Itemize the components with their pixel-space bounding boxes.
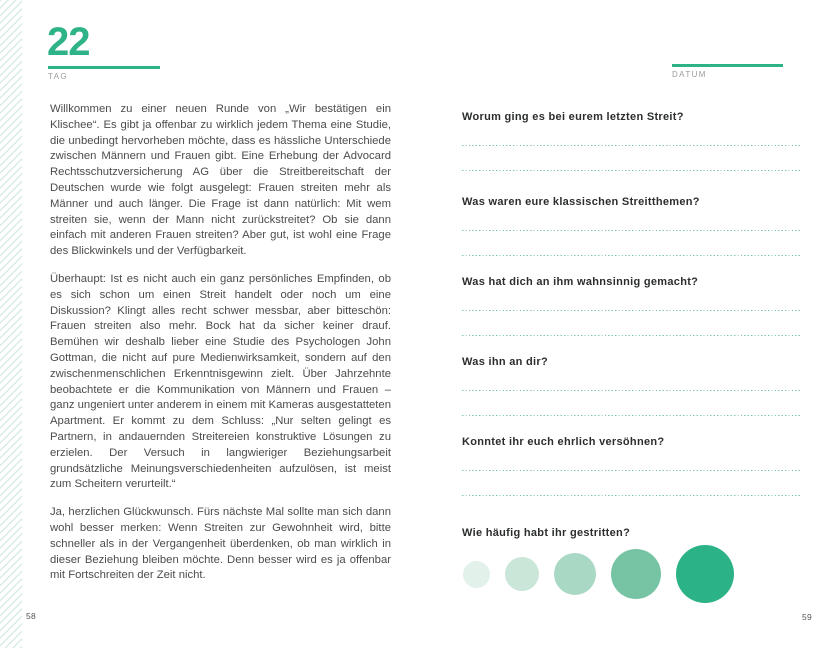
- paragraph-2: Überhaupt: Ist es nicht auch ein ganz persönliches Empfinden, ob es sich schon um einen Streit handelt oder noch um eine Diskussion? Klingt alles recht schwer messbar, aber bitteschön: Frauen streiten also mehr. Bock hat da sicher keiner drauf. Bemühen wir deshalb lieber eine Studie des Psychologen John Gottman, die nicht auf pure Medienwirksamkeit, sondern auf den zwischenmenschlichen Erkenntnisgewinn zielt. Über Jahrzehnte beobachtete er die Kommunikation von Männern und Frauen – ganz ungeniert unter anderem in einem mit Kameras ausgestatteten Apartment. Er kommt zu dem Schluss: „Nur selten gelingt es Partnern, in andauernden Streitereien konstruktive Lösungen zu erzielen. Der Versuch in langwieriger Beziehungsarbeit grundsätzliche Meinungsverschiedenheiten aufzulösen, ist meist zum Scheitern verurteilt.“: [50, 272, 391, 491]
- answer-line[interactable]: [462, 389, 802, 391]
- frequency-scale: [463, 545, 803, 603]
- answer-line[interactable]: [462, 144, 802, 146]
- day-underline: [48, 66, 160, 69]
- day-number: 22: [47, 20, 90, 64]
- frequency-circle-5[interactable]: [676, 545, 734, 603]
- question-block-1: [462, 111, 803, 183]
- question-label: Worum ging es bei eurem letzten Streit?: [462, 111, 684, 123]
- question-label: Was waren eure klassischen Streitthemen?: [462, 196, 700, 208]
- question-block-2: [462, 196, 803, 268]
- answer-line[interactable]: [462, 334, 802, 336]
- date-underline: [672, 64, 783, 67]
- answer-line[interactable]: [462, 309, 802, 311]
- question-label: Was ihn an dir?: [462, 356, 548, 368]
- question-block-5: [462, 436, 803, 508]
- frequency-circle-1[interactable]: [463, 561, 490, 588]
- answer-line[interactable]: [462, 229, 802, 231]
- answer-line[interactable]: [462, 469, 802, 471]
- date-label: DATUM: [672, 70, 707, 79]
- page-number-right: 59: [802, 612, 813, 622]
- answer-line[interactable]: [462, 494, 802, 496]
- paragraph-1: Willkommen zu einer neuen Runde von „Wir bestätigen ein Klischee“. Es gibt ja offenbar zu wirklich jedem Thema eine Studie, die unbedingt hervorheben möchte, dass es hässliche Unterschiede zwischen Männern und Frauen gibt. Eine Erhebung der Advocard Rechtsschutzversicherung AG über die Streitbereitschaft der Deutschen wurde wie folgt ausgelegt: Frauen streiten mehr als Männer und auch länger. Die Frage ist dann natürlich: Mit wem streiten sie, wenn der Mann nicht zurückstreitet? Ob sie dann einfach mit anderen Frauen streiten? Aber gut, ist wohl eine Frage des Blickwinkels und der Verfügbarkeit.: [50, 103, 391, 258]
- question-label: Was hat dich an ihm wahnsinnig gemacht?: [462, 276, 699, 288]
- page-number-left: 58: [26, 611, 37, 621]
- frequency-circle-2[interactable]: [505, 557, 539, 591]
- question-label: Wie häufig habt ihr gestritten?: [462, 527, 631, 539]
- answer-line[interactable]: [462, 414, 802, 416]
- answer-line[interactable]: [462, 169, 802, 171]
- paragraph-3: Ja, herzlichen Glückwunsch. Fürs nächste Mal sollte man sich dann wohl besser merken: Wenn Streiten zur Gewohnheit wird, bitte schneller als in der Vergangenheit überdenken, ob man wirklich in dieser Beziehung bleiben möchte. Denn besser wird es ja offenbar mit Fortschreiten der Zeit nicht.: [50, 506, 391, 582]
- article-text: [50, 102, 391, 596]
- day-label: TAG: [48, 72, 69, 81]
- frequency-circle-3[interactable]: [554, 553, 596, 595]
- frequency-circle-4[interactable]: [611, 549, 661, 599]
- decorative-stripes: [0, 0, 22, 648]
- question-block-3: [462, 276, 803, 348]
- question-block-6: [462, 527, 803, 541]
- question-block-4: [462, 356, 803, 428]
- answer-line[interactable]: [462, 254, 802, 256]
- question-label: Konntet ihr euch ehrlich versöhnen?: [462, 436, 665, 448]
